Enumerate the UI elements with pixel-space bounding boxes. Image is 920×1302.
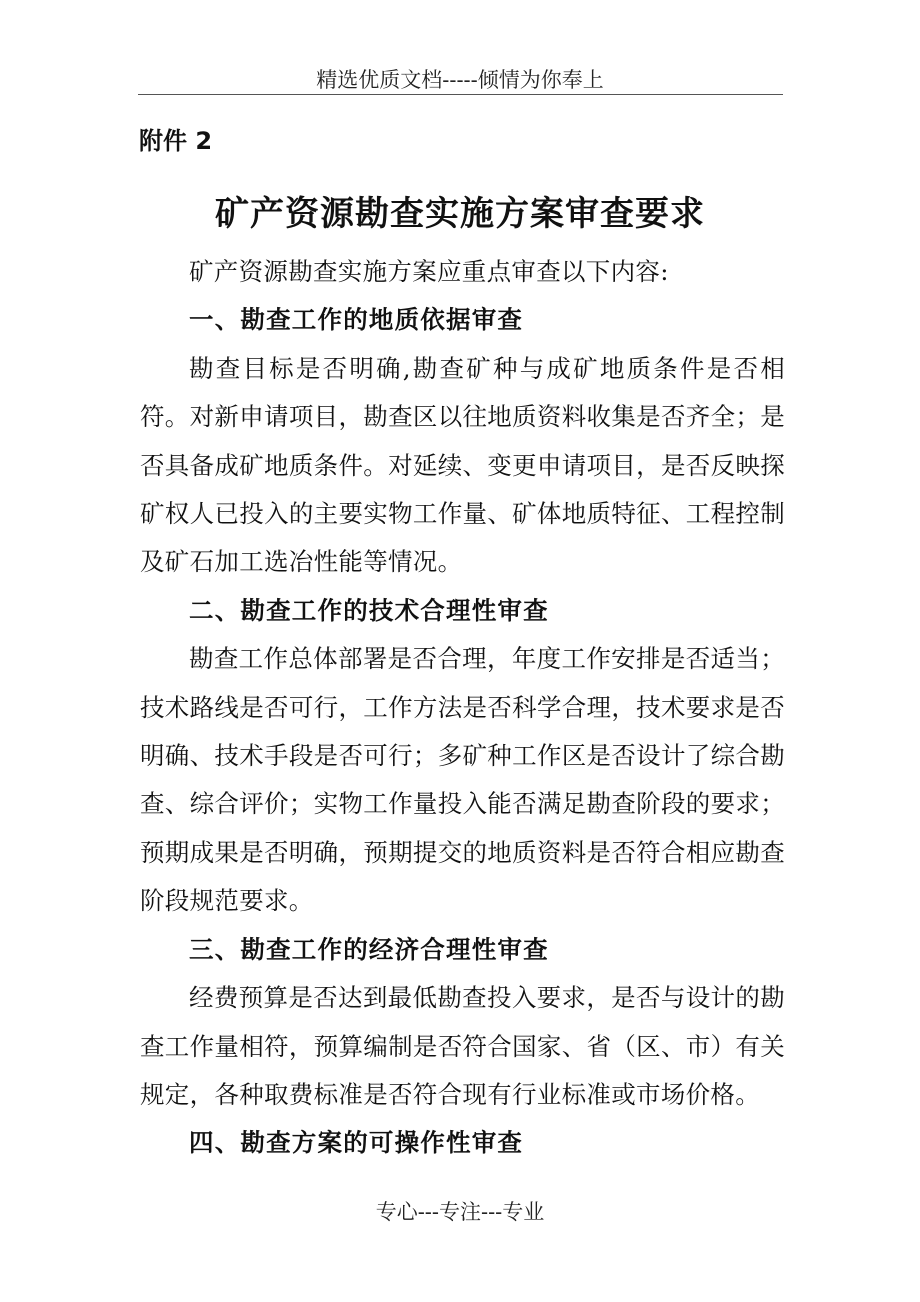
section-paragraph: 勘查目标是否明确,勘查矿种与成矿地质条件是否相符。对新申请项目，勘查区以往地质资料收集是否齐全；是否具备成矿地质条件。对延续、变更申请项目，是否反映探矿权人已投入的主要实物工作量、矿体地质特征、工程控制及矿石加工选冶性能等情况。: [140, 353, 785, 577]
page-footer: 专心---专注---专业: [375, 1200, 545, 1224]
section-heading: 一、勘查工作的地质依据审查: [189, 305, 524, 335]
header-divider: [138, 94, 783, 95]
intro-paragraph: 矿产资源勘查实施方案应重点审查以下内容:: [189, 257, 669, 286]
document-title: 矿产资源勘查实施方案审查要求: [215, 194, 705, 234]
section-heading: 四、勘查方案的可操作性审查: [189, 1128, 524, 1158]
page-header: 精选优质文档-----倾情为你奉上: [316, 68, 604, 92]
document-body: [140, 248, 785, 1168]
section-paragraph: 经费预算是否达到最低勘查投入要求，是否与设计的勘查工作量相符，预算编制是否符合国家、省（区、市）有关规定，各种取费标准是否符合现有行业标准或市场价格。: [140, 983, 785, 1109]
attachment-label: 附件 2: [139, 127, 213, 155]
section-heading: 三、勘查工作的经济合理性审查: [189, 934, 549, 964]
section-heading: 二、勘查工作的技术合理性审查: [189, 595, 549, 625]
section-paragraph: 勘查工作总体部署是否合理，年度工作安排是否适当；技术路线是否可行，工作方法是否科学合理，技术要求是否明确、技术手段是否可行；多矿种工作区是否设计了综合勘查、综合评价；实物工作量投入能否满足勘查阶段的要求；预期成果是否明确，预期提交的地质资料是否符合相应勘查阶段规范要求。: [140, 644, 785, 916]
